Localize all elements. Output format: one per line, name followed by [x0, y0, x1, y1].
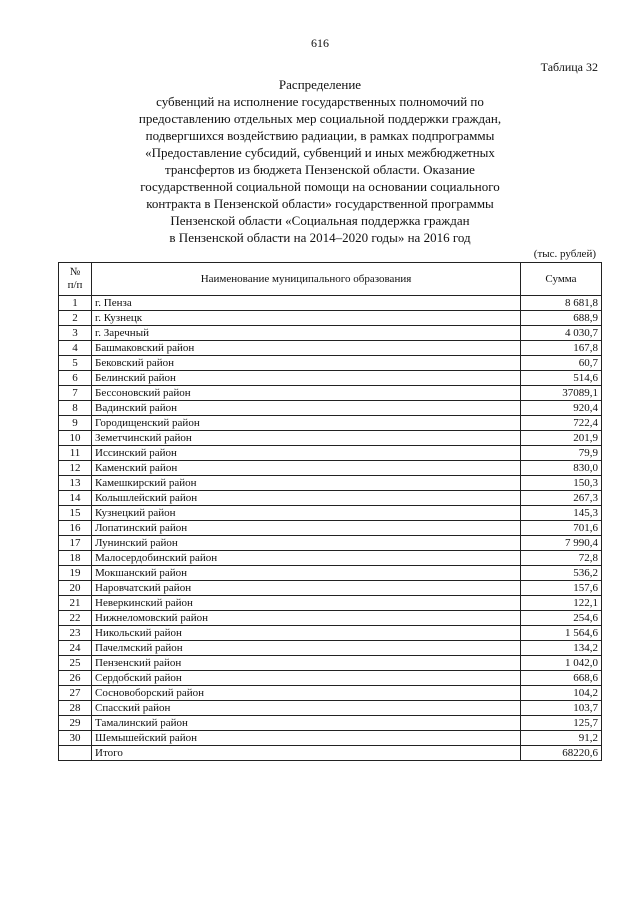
row-number: 17	[59, 536, 92, 551]
amount: 920,4	[521, 401, 602, 416]
amount: 254,6	[521, 611, 602, 626]
table-row	[59, 731, 602, 746]
table-row	[59, 491, 602, 506]
table-row	[59, 641, 602, 656]
table-row	[59, 431, 602, 446]
total-number	[59, 746, 92, 761]
municipality-name: Спасский район	[92, 701, 521, 716]
municipality-name: Лунинский район	[92, 536, 521, 551]
row-number: 4	[59, 341, 92, 356]
page-number: 616	[311, 36, 329, 50]
amount: 701,6	[521, 521, 602, 536]
row-number: 24	[59, 641, 92, 656]
title-line: трансфертов из бюджета Пензенской области. Оказание	[165, 162, 475, 177]
table-row	[59, 581, 602, 596]
row-number: 6	[59, 371, 92, 386]
amount: 722,4	[521, 416, 602, 431]
amount: 1 042,0	[521, 656, 602, 671]
amount: 688,9	[521, 311, 602, 326]
row-number: 21	[59, 596, 92, 611]
row-number: 19	[59, 566, 92, 581]
table-row	[59, 686, 602, 701]
table-row	[59, 386, 602, 401]
subvention-table	[58, 262, 602, 761]
amount: 514,6	[521, 371, 602, 386]
municipality-name: г. Пенза	[92, 296, 521, 311]
row-number: 30	[59, 731, 92, 746]
municipality-name: Каменский район	[92, 461, 521, 476]
row-number: 26	[59, 671, 92, 686]
amount: 37089,1	[521, 386, 602, 401]
municipality-name: Сердобский район	[92, 671, 521, 686]
amount: 104,2	[521, 686, 602, 701]
municipality-name: Пачелмский район	[92, 641, 521, 656]
table-title	[100, 76, 540, 246]
title-line: субвенций на исполнение государственных полномочий по	[156, 94, 484, 109]
total-row	[59, 746, 602, 761]
title-line: контракта в Пензенской области» государственной программы	[146, 196, 494, 211]
table-row	[59, 671, 602, 686]
row-number: 10	[59, 431, 92, 446]
amount: 8 681,8	[521, 296, 602, 311]
title-line: Пензенской области «Социальная поддержка граждан	[170, 213, 470, 228]
table-row	[59, 326, 602, 341]
municipality-name: Никольский район	[92, 626, 521, 641]
table-row	[59, 416, 602, 431]
table-row	[59, 506, 602, 521]
municipality-name: Бековский район	[92, 356, 521, 371]
municipality-name: Мокшанский район	[92, 566, 521, 581]
amount: 125,7	[521, 716, 602, 731]
table-row	[59, 446, 602, 461]
municipality-name: Кузнецкий район	[92, 506, 521, 521]
municipality-name: Пензенский район	[92, 656, 521, 671]
amount: 4 030,7	[521, 326, 602, 341]
row-number: 16	[59, 521, 92, 536]
table-row	[59, 311, 602, 326]
row-number: 11	[59, 446, 92, 461]
row-number: 12	[59, 461, 92, 476]
column-header-name: Наименование муниципального образования	[92, 263, 521, 296]
column-header-number: № п/п	[59, 263, 92, 296]
row-number: 14	[59, 491, 92, 506]
amount: 201,9	[521, 431, 602, 446]
municipality-name: Лопатинский район	[92, 521, 521, 536]
municipality-name: Камешкирский район	[92, 476, 521, 491]
row-number: 20	[59, 581, 92, 596]
amount: 103,7	[521, 701, 602, 716]
amount: 79,9	[521, 446, 602, 461]
title-line: в Пензенской области на 2014–2020 годы» на 2016 год	[169, 230, 471, 245]
municipality-name: Неверкинский район	[92, 596, 521, 611]
municipality-name: Малосердобинский район	[92, 551, 521, 566]
row-number: 23	[59, 626, 92, 641]
row-number: 1	[59, 296, 92, 311]
total-label: Итого	[92, 746, 521, 761]
amount: 145,3	[521, 506, 602, 521]
municipality-name: Вадинский район	[92, 401, 521, 416]
municipality-name: Иссинский район	[92, 446, 521, 461]
amount: 536,2	[521, 566, 602, 581]
table-row	[59, 461, 602, 476]
table-row	[59, 476, 602, 491]
table-row	[59, 626, 602, 641]
amount: 7 990,4	[521, 536, 602, 551]
units-label: (тыс. рублей)	[533, 248, 596, 260]
title-line: Распределение	[278, 77, 362, 92]
row-number: 15	[59, 506, 92, 521]
row-number: 3	[59, 326, 92, 341]
amount: 122,1	[521, 596, 602, 611]
table-row	[59, 701, 602, 716]
amount: 167,8	[521, 341, 602, 356]
amount: 150,3	[521, 476, 602, 491]
table-header-row	[59, 263, 602, 296]
municipality-name: Сосновоборский район	[92, 686, 521, 701]
municipality-name: Бессоновский район	[92, 386, 521, 401]
amount: 134,2	[521, 641, 602, 656]
municipality-name: Нижнеломовский район	[92, 611, 521, 626]
row-number: 25	[59, 656, 92, 671]
amount: 668,6	[521, 671, 602, 686]
municipality-name: Башмаковский район	[92, 341, 521, 356]
title-line: предоставлению отдельных мер социальной поддержки граждан,	[138, 111, 502, 126]
municipality-name: г. Кузнецк	[92, 311, 521, 326]
row-number: 7	[59, 386, 92, 401]
municipality-name: Белинский район	[92, 371, 521, 386]
amount: 60,7	[521, 356, 602, 371]
row-number: 8	[59, 401, 92, 416]
table-row	[59, 566, 602, 581]
municipality-name: Колышлейский район	[92, 491, 521, 506]
amount: 1 564,6	[521, 626, 602, 641]
row-number: 27	[59, 686, 92, 701]
amount: 157,6	[521, 581, 602, 596]
table-row	[59, 611, 602, 626]
municipality-name: г. Заречный	[92, 326, 521, 341]
table-row	[59, 656, 602, 671]
amount: 267,3	[521, 491, 602, 506]
row-number: 18	[59, 551, 92, 566]
row-number: 13	[59, 476, 92, 491]
municipality-name: Шемышейский район	[92, 731, 521, 746]
municipality-name: Наровчатский район	[92, 581, 521, 596]
row-number: 5	[59, 356, 92, 371]
table-row	[59, 716, 602, 731]
table-row	[59, 371, 602, 386]
table-row	[59, 551, 602, 566]
total-amount: 68220,6	[521, 746, 602, 761]
table-row	[59, 521, 602, 536]
row-number: 9	[59, 416, 92, 431]
title-line: государственной социальной помощи на основании социального	[140, 179, 500, 194]
table-row	[59, 356, 602, 371]
row-number: 2	[59, 311, 92, 326]
row-number: 29	[59, 716, 92, 731]
amount: 830,0	[521, 461, 602, 476]
table-row	[59, 536, 602, 551]
table-label: Таблица 32	[540, 60, 598, 74]
title-line: подвергшихся воздействию радиации, в рамках подпрограммы	[145, 128, 495, 143]
row-number: 28	[59, 701, 92, 716]
table-row	[59, 596, 602, 611]
amount: 91,2	[521, 731, 602, 746]
column-header-sum: Сумма	[521, 263, 602, 296]
municipality-name: Земетчинский район	[92, 431, 521, 446]
amount: 72,8	[521, 551, 602, 566]
title-line: «Предоставление субсидий, субвенций и иных межбюджетных	[145, 145, 495, 160]
row-number: 22	[59, 611, 92, 626]
municipality-name: Тамалинский район	[92, 716, 521, 731]
table-row	[59, 401, 602, 416]
table-row	[59, 296, 602, 311]
table-row	[59, 341, 602, 356]
municipality-name: Городищенский район	[92, 416, 521, 431]
